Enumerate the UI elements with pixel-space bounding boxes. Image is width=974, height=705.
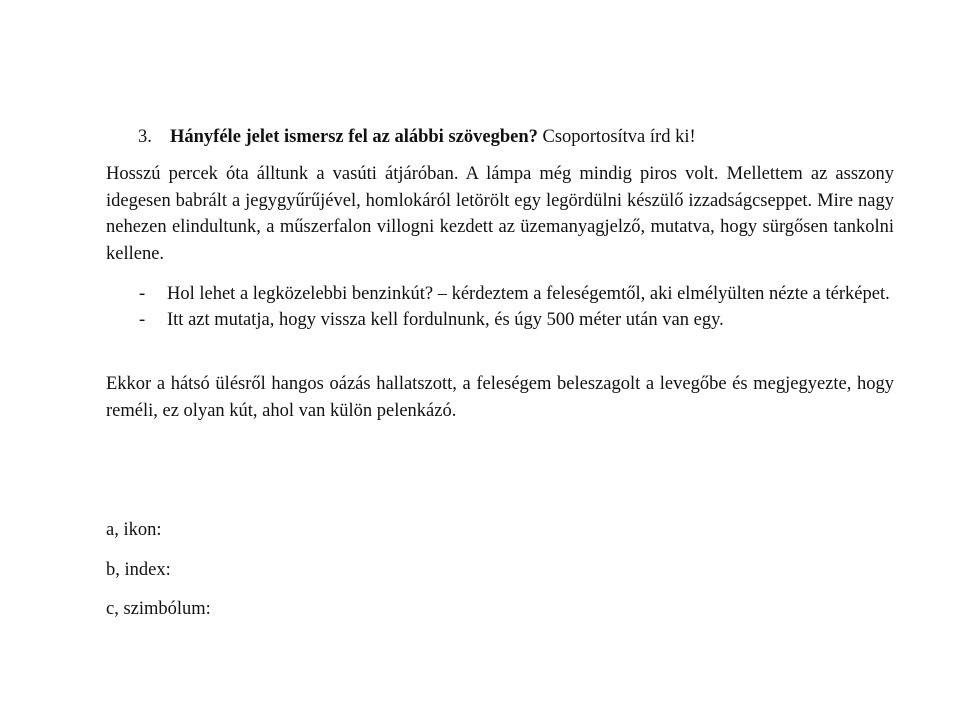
dialog-line [106, 281, 894, 307]
question-heading [138, 124, 696, 150]
answer-icon-label: a, ikon: [106, 520, 162, 540]
dash-marker: - [139, 310, 146, 330]
dialog-text: Hol lehet a legközelebbi benzinkút? – kérdeztem a feleségemtől, aki elmélyülten nézte a térképet. [167, 284, 890, 304]
question-number: 3. [138, 127, 152, 147]
question-instruction: Csoportosítva írd ki! [537, 127, 696, 147]
answer-index-label: b, index: [106, 559, 171, 580]
story-paragraph-2: Ekkor a hátsó ülésről hangos oázás hallatszott, a feleségem beleszagolt a levegőbe és megjegyezte, hogy reméli, ez olyan kút, ahol van külön pelenkázó. [106, 374, 894, 421]
answer-symbol-label: c, szimbólum: [106, 599, 211, 619]
question-text-bold: Hányféle jelet ismersz fel az alábbi szövegben? [170, 127, 538, 147]
dialog-text: Itt azt mutatja, hogy vissza kell fordulnunk, és úgy 500 méter után van egy. [167, 310, 724, 330]
story-paragraph-1: Hosszú percek óta álltunk a vasúti átjáróban. A lámpa még mindig piros volt. Mellettem az asszony idegesen babrált a jegygyűrűjével, homlokáról letörölt egy legördülni készülő izzadságcseppet. Mire nagy nehezen elindultunk, a műszerfalon villogni kezdett az üzemanyagjelző, mutatva, hogy sürgősen tankolni kellene. [106, 164, 894, 264]
dash-marker: - [139, 284, 146, 304]
dialog-line [106, 307, 894, 333]
answer-section [106, 517, 211, 636]
dialog-list [106, 281, 894, 333]
